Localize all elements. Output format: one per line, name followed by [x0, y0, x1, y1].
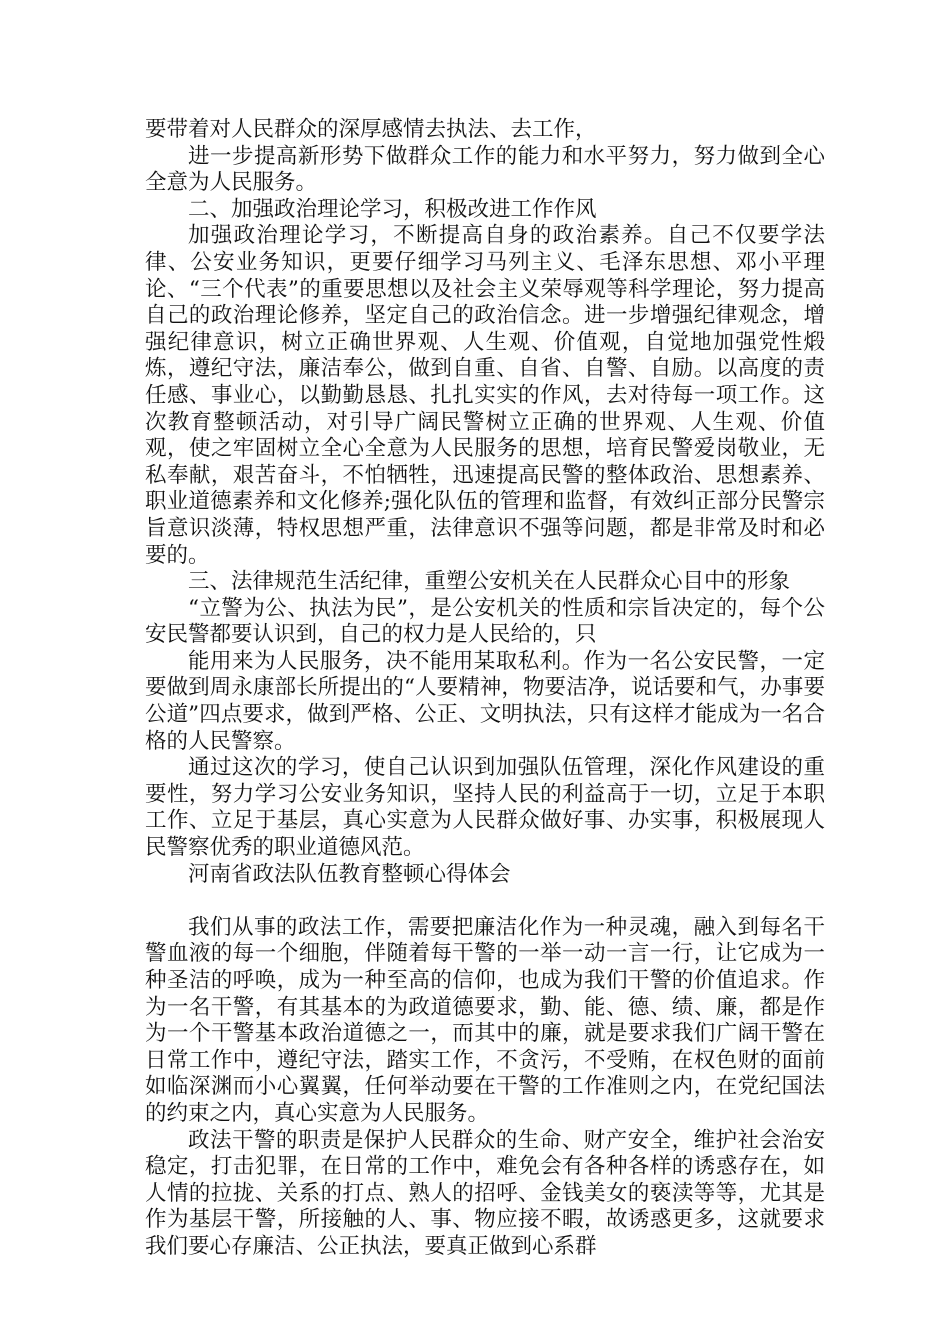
- paragraph: 能用来为人民服务，决不能用某取私利。作为一名公安民警，一定要做到周永康部长所提出的“人要精神，物要洁净，说话要和气，办事要公道”四点要求，做到严格、公正、文明执法，只有这样才能成为一名合格的人民警察。: [145, 648, 825, 754]
- document-body: [145, 117, 825, 1261]
- section-heading: 三、法律规范生活纪律，重塑公安机关在人民群众心目中的形象: [188, 569, 791, 595]
- paragraph: 政法干警的职责是保护人民群众的生命、财产安全，维护社会治安稳定，打击犯罪，在日常的工作中，难免会有各种各样的诱惑存在，如人情的拉拢、关系的打点、熟人的招呼、金钱美女的亵渎等等，尤其是作为基层干警，所接触的人、事、物应接不暇，故诱惑更多，这就要求我们要心存廉洁、公正执法，要真正做到心系群: [145, 1127, 825, 1259]
- blank-line: [145, 888, 825, 915]
- paragraph: 要带着对人民群众的深厚感情去执法、去工作，: [145, 117, 597, 142]
- section-heading: 二、加强政治理论学习，积极改进工作作风: [188, 196, 597, 222]
- paragraph: “立警为公、执法为民”，是公安机关的性质和宗旨决定的，每个公安民警都要认识到，自己的权力是人民给的，只: [145, 595, 825, 648]
- paragraph: 通过这次的学习，使自己认识到加强队伍管理，深化作风建设的重要性，努力学习公安业务知识，坚持人民的利益高于一切，立足于本职工作、立足于基层，真心实意为人民群众做好事、办实事，积极展现人民警察优秀的职业道德风范。: [145, 755, 825, 861]
- paragraph: 我们从事的政法工作，需要把廉洁化作为一种灵魂，融入到每名干警血液的每一个细胞，伴随着每干警的一举一动一言一行，让它成为一种圣洁的呼唤，成为一种至高的信仰，也成为我们干警的价值追求。作为一名干警，有其基本的为政道德要求，勤、能、德、绩、廉，都是作为一个干警基本政治道德之一，而其中的廉，就是要求我们广阔干警在日常工作中，遵纪守法，踏实工作，不贪污，不受贿，在权色财的面前如临深渊而小心翼翼，任何举动要在干警的工作准则之内，在党纪国法的约束之内，真心实意为人民服务。: [145, 914, 825, 1126]
- paragraph: 进一步提高新形势下做群众工作的能力和水平努力，努力做到全心全意为人民服务。: [145, 143, 825, 196]
- paragraph: 加强政治理论学习，不断提高自身的政治素养。自己不仅要学法律、公安业务知识，更要仔细学习马列主义、毛泽东思想、邓小平理论、“三个代表”的重要思想以及社会主义荣辱观等科学理论，努力提高自己的政治理论修养，坚定自己的政治信念。进一步增强纪律观念，增强纪律意识，树立正确世界观、人生观、价值观，自觉地加强党性煅炼，遵纪守法，廉洁奉公，做到自重、自省、自警、自励。以高度的责任感、事业心，以勤勤恳恳、扎扎实实的作风，去对待每一项工作。这次教育整顿活动，对引导广阔民警树立正确的世界观、人生观、价值观，使之牢固树立全心全意为人民服务的思想，培育民警爱岗敬业，无私奉献，艰苦奋斗，不怕牺牲，迅速提高民警的整体政治、思想素养、职业道德素养和文化修养;强化队伍的管理和监督，有效纠正部分民警宗旨意识淡薄，特权思想严重，法律意识不强等问题，都是非常及时和必要的。: [145, 223, 825, 568]
- article-title: 河南省政法队伍教育整顿心得体会: [188, 861, 511, 887]
